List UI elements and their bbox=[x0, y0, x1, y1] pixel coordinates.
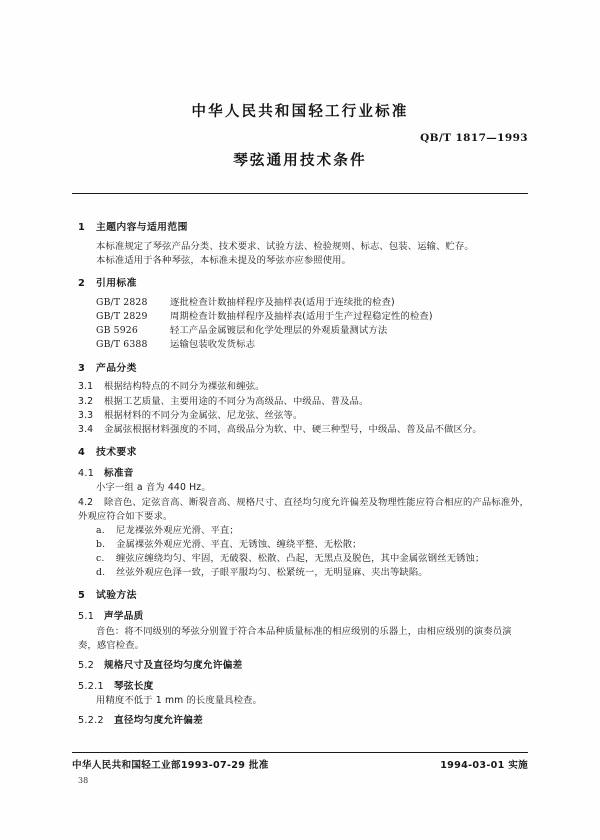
section-title-2: 引用标准 bbox=[96, 278, 137, 290]
clause-number: 5.1 bbox=[78, 611, 95, 623]
clause-4-1-text: 小字一组 a 音为 440 Hz。 bbox=[96, 482, 211, 494]
clause-heading-5-2 bbox=[78, 659, 600, 674]
reference-code: GB/T 2829 bbox=[96, 311, 148, 323]
clause-text: 根据工艺质量、主要用途的不同分为高级品、中级品、普及品。 bbox=[104, 395, 369, 407]
lettered-item-a bbox=[96, 524, 530, 538]
section-number-2: 2 bbox=[78, 278, 86, 290]
section-heading-1 bbox=[78, 221, 600, 236]
reference-title: 轻工产品金属镀层和化学处理层的外观质量测试方法 bbox=[170, 325, 388, 337]
standard-number: QB/T 1817—1993 bbox=[420, 132, 528, 144]
reference-title: 周期检查计数抽样程序及抽样表(适用于生产过程稳定性的检查) bbox=[170, 311, 433, 323]
clause-number: 3.2 bbox=[78, 395, 94, 407]
item-letter: c. bbox=[96, 553, 105, 565]
section-1-paragraph-1: 本标准规定了琴弦产品分类、技术要求、试验方法、检验规则、标志、包装、运输、贮存。 bbox=[96, 240, 474, 252]
reference-code: GB 5926 bbox=[96, 325, 138, 337]
lettered-item-d bbox=[96, 566, 530, 580]
clause-number: 3.4 bbox=[78, 423, 94, 435]
clause-title: 琴弦长度 bbox=[114, 680, 154, 692]
clause-3-4 bbox=[78, 423, 530, 437]
section-number-5: 5 bbox=[78, 590, 86, 602]
section-heading-4 bbox=[78, 446, 600, 461]
clause-number: 5.2 bbox=[78, 659, 95, 671]
item-letter: b. bbox=[96, 538, 106, 550]
reference-item bbox=[96, 310, 600, 324]
clause-3-3 bbox=[78, 409, 530, 423]
document-body bbox=[0, 212, 600, 729]
item-letter: a. bbox=[96, 524, 105, 536]
reference-item bbox=[96, 324, 600, 338]
section-1-paragraph-2: 本标准适用于各种琴弦，本标准未提及的琴弦亦应参照使用。 bbox=[96, 255, 352, 267]
reference-code: GB/T 2828 bbox=[96, 297, 148, 309]
section-number-3: 3 bbox=[78, 362, 86, 374]
clause-title: 标准音 bbox=[104, 467, 134, 479]
clause-number: 4.1 bbox=[78, 467, 95, 479]
clause-heading-4-1 bbox=[78, 467, 600, 482]
clause-3-2 bbox=[78, 395, 530, 409]
section-number-1: 1 bbox=[78, 222, 86, 233]
section-heading-2 bbox=[78, 277, 600, 292]
item-text: 金属裸弦外观应光滑、平直、无锈蚀、缠绕平整、无松散； bbox=[116, 538, 362, 550]
header-divider-rule bbox=[72, 193, 528, 194]
clause-text: 除音色、定弦音高、断裂音高、规格尺寸、直径均匀度允许偏差及物理性能应符合相应的产品标准外，外观应符合如下要求。 bbox=[78, 496, 530, 522]
clause-number: 5.2.2 bbox=[78, 715, 104, 727]
clause-number: 3.3 bbox=[78, 409, 94, 421]
clause-3-1 bbox=[78, 380, 530, 394]
clause-title: 直径均匀度允许偏差 bbox=[114, 715, 204, 727]
document-title: 琴弦通用技术条件 bbox=[233, 153, 367, 169]
section-title-1: 主题内容与适用范围 bbox=[96, 222, 188, 233]
section-number-4: 4 bbox=[78, 446, 86, 458]
lettered-item-c bbox=[96, 552, 530, 566]
section-heading-3 bbox=[78, 362, 600, 377]
document-footer bbox=[72, 757, 528, 771]
reference-code: GB/T 6388 bbox=[96, 339, 148, 351]
item-letter: d. bbox=[96, 567, 106, 579]
document-header bbox=[0, 100, 600, 170]
reference-item bbox=[96, 338, 600, 352]
footer-divider-rule bbox=[72, 752, 528, 753]
section-heading-5 bbox=[78, 589, 600, 604]
item-text: 尼龙裸弦外观应光滑、平直； bbox=[116, 524, 239, 536]
footer-approval-text: 中华人民共和国轻工业部1993-07-29 批准 bbox=[72, 760, 269, 771]
clause-number: 4.2 bbox=[78, 496, 94, 508]
section-title-5: 试验方法 bbox=[96, 590, 137, 602]
clause-4-2 bbox=[78, 496, 530, 524]
clause-title: 声学品质 bbox=[104, 611, 144, 623]
lettered-item-b bbox=[96, 538, 530, 552]
page-number: 38 bbox=[78, 776, 89, 785]
clause-heading-5-2-2 bbox=[78, 714, 600, 729]
clause-text: 金属弦根据材料强度的不同，高级品分为软、中、硬三种型号，中级品、普及品不做区分。 bbox=[104, 423, 482, 435]
section-title-3: 产品分类 bbox=[96, 362, 137, 374]
reference-title: 运输包装收发货标志 bbox=[170, 339, 256, 351]
clause-5-2-1-text: 用精度不低于 1 mm 的长度量具检查。 bbox=[96, 695, 263, 707]
clause-text: 根据结构特点的不同分为裸弦和缠弦。 bbox=[104, 381, 265, 393]
section-title-4: 技术要求 bbox=[96, 446, 137, 458]
clause-number: 3.1 bbox=[78, 381, 94, 393]
item-text: 缠弦应缠绕均匀、牢固，无破裂、松散、凸起，无黑点及脱色，其中金属弦钢丝无锈蚀； bbox=[116, 553, 485, 565]
reference-title: 逐批检查计数抽样程序及抽样表(适用于连续批的检查) bbox=[170, 297, 395, 309]
clause-title: 规格尺寸及直径均匀度允许偏差 bbox=[104, 659, 243, 671]
reference-item bbox=[96, 296, 600, 310]
clause-heading-5-1 bbox=[78, 610, 600, 625]
standard-organization: 中华人民共和国轻工行业标准 bbox=[191, 104, 409, 120]
clause-5-1-text: 音色：将不同级别的琴弦分别置于符合本品种质量标准的相应级别的乐器上，由相应级别的演奏员演奏，感官检查。 bbox=[78, 625, 512, 651]
clause-heading-5-2-1 bbox=[78, 680, 600, 695]
footer-effective-date: 1994-03-01 实施 bbox=[440, 760, 528, 771]
clause-number: 5.2.1 bbox=[78, 680, 104, 692]
item-text: 丝弦外观应色泽一致，子眼平服均匀、松紧统一，无明显麻、夹出等缺陷。 bbox=[116, 567, 428, 579]
clause-text: 根据材料的不同分为金属弦、尼龙弦、丝弦等。 bbox=[104, 409, 303, 421]
